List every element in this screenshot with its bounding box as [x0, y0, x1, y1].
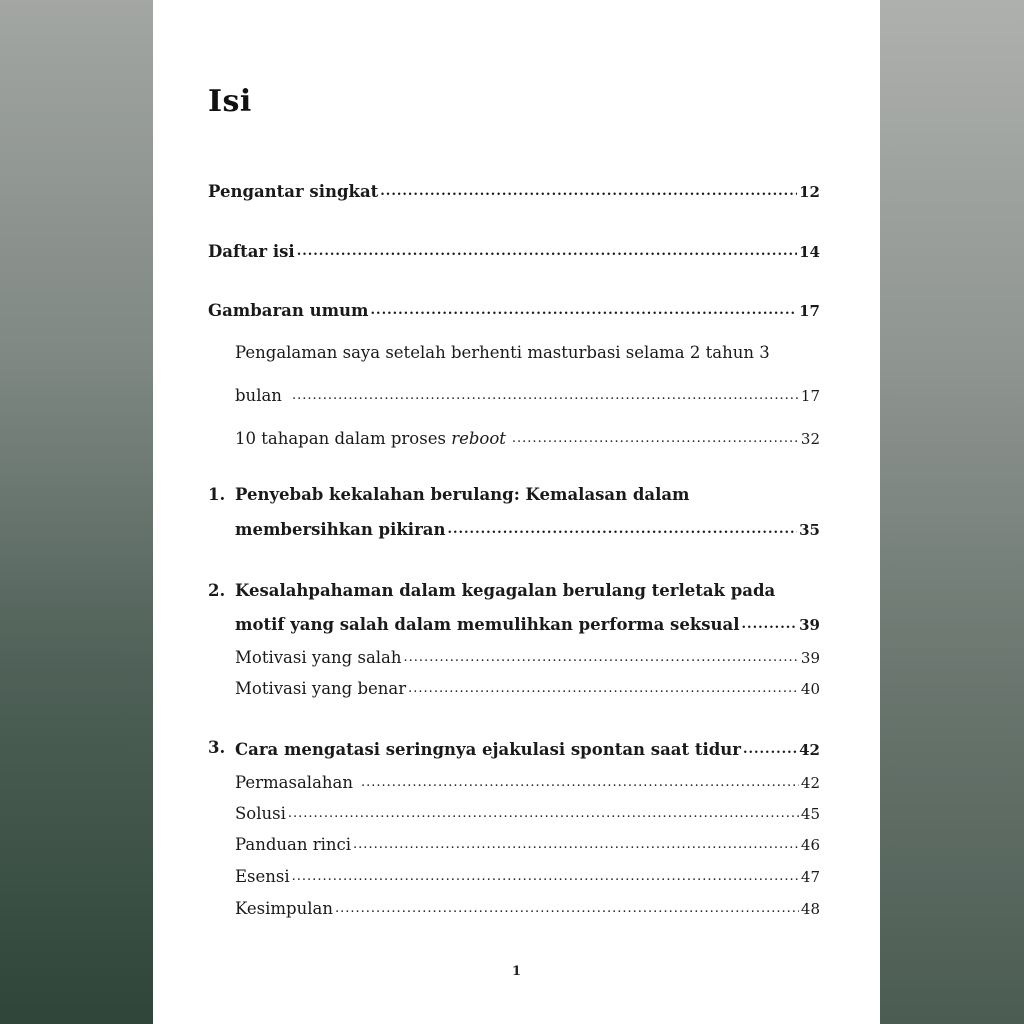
- toc-leader-dots: [288, 802, 799, 819]
- toc-entry-panduan-rinci[interactable]: [235, 833, 820, 854]
- toc-entry-gambaran-umum[interactable]: [208, 299, 820, 320]
- toc-entry-page: 42: [800, 773, 820, 792]
- chapter-number-2: 2.: [208, 581, 226, 600]
- toc-entry-page: 40: [800, 679, 820, 698]
- toc-entry-esensi[interactable]: [235, 865, 820, 886]
- toc-entry-10-tahapan[interactable]: [235, 427, 820, 448]
- toc-entry-title: Pengantar singkat: [208, 181, 379, 201]
- toc-entry-pengantar[interactable]: [208, 180, 820, 201]
- toc-entry-title: Motivasi yang benar: [235, 678, 407, 698]
- toc-entry-page: 45: [800, 804, 820, 823]
- toc-entry-page: 17: [800, 386, 820, 405]
- toc-entry-title: Kesimpulan: [235, 898, 333, 918]
- toc-entry-page: 14: [799, 242, 820, 261]
- toc-entry-title: Solusi: [235, 803, 286, 823]
- toc-entry-motivasi-benar[interactable]: [235, 677, 820, 698]
- toc-entry-title: bulan: [235, 385, 282, 405]
- chapter-number-1: 1.: [208, 485, 226, 504]
- toc-leader-dots: [380, 180, 797, 197]
- toc-entry-page: 17: [799, 301, 820, 320]
- toc-entry-page: 32: [800, 429, 820, 448]
- toc-leader-dots: [371, 299, 798, 316]
- toc-entry-page: 46: [800, 835, 820, 854]
- background-left-panel: [0, 0, 153, 1024]
- toc-entry-page: 12: [799, 182, 820, 201]
- toc-entry-page: 39: [799, 615, 820, 634]
- toc-entry-page: 47: [800, 867, 820, 886]
- toc-leader-dots: [404, 646, 799, 663]
- toc-entry-page: 48: [800, 899, 820, 918]
- toc-entry-page: 42: [799, 740, 820, 759]
- toc-leader-dots: [292, 865, 799, 882]
- toc-entry-title: motif yang salah dalam memulihkan performa seksual: [235, 614, 740, 634]
- toc-entry-motivasi-salah[interactable]: [235, 646, 820, 667]
- toc-entry-title: Daftar isi: [208, 241, 295, 261]
- toc-entry-page: 35: [799, 520, 820, 539]
- toc-entry-chapter-1-line1[interactable]: Penyebab kekalahan berulang: Kemalasan dalam: [235, 485, 690, 504]
- toc-entry-permasalahan[interactable]: [235, 771, 820, 792]
- toc-leader-dots: [512, 427, 799, 444]
- toc-leader-dots: [353, 833, 799, 850]
- toc-entry-title: Cara mengatasi seringnya ejakulasi spontan saat tidur: [235, 739, 741, 759]
- toc-entry-title-emphasis: reboot: [451, 428, 506, 448]
- toc-entry-solusi[interactable]: [235, 802, 820, 823]
- toc-entry-chapter-2-line1[interactable]: Kesalahpahaman dalam kegagalan berulang terletak pada: [235, 581, 776, 600]
- toc-entry-pengalaman[interactable]: [235, 384, 820, 405]
- toc-leader-dots: [335, 897, 799, 914]
- toc-entry-title: Gambaran umum: [208, 300, 369, 320]
- chapter-number-3: 3.: [208, 738, 226, 757]
- toc-leader-dots: [408, 677, 799, 694]
- document-page: [153, 0, 880, 1024]
- toc-leader-dots: [361, 771, 799, 788]
- toc-entry-pengalaman-line1[interactable]: Pengalaman saya setelah berhenti masturbasi selama 2 tahun 3: [235, 343, 770, 362]
- page-number: 1: [511, 964, 522, 979]
- toc-leader-dots: [297, 240, 797, 257]
- toc-leader-dots: [292, 384, 799, 401]
- toc-entry-daftar-isi[interactable]: [208, 240, 820, 261]
- page-title: Isi: [208, 84, 252, 119]
- toc-entry-title: Esensi: [235, 866, 290, 886]
- toc-entry-page: 39: [800, 648, 820, 667]
- toc-leader-dots: [447, 518, 797, 535]
- toc-entry-chapter-3[interactable]: [235, 738, 820, 759]
- toc-entry-title: 10 tahapan dalam proses reboot: [235, 428, 506, 448]
- toc-leader-dots: [742, 613, 798, 630]
- toc-entry-chapter-1[interactable]: [235, 518, 820, 539]
- toc-entry-kesimpulan[interactable]: [235, 897, 820, 918]
- toc-entry-title: Permasalahan: [235, 772, 354, 792]
- toc-entry-title: Panduan rinci: [235, 834, 352, 854]
- toc-leader-dots: [743, 738, 797, 755]
- toc-entry-title: Motivasi yang salah: [235, 647, 402, 667]
- toc-entry-title: membersihkan pikiran: [235, 519, 446, 539]
- background-right-panel: [880, 0, 1024, 1024]
- toc-entry-chapter-2[interactable]: [235, 613, 820, 634]
